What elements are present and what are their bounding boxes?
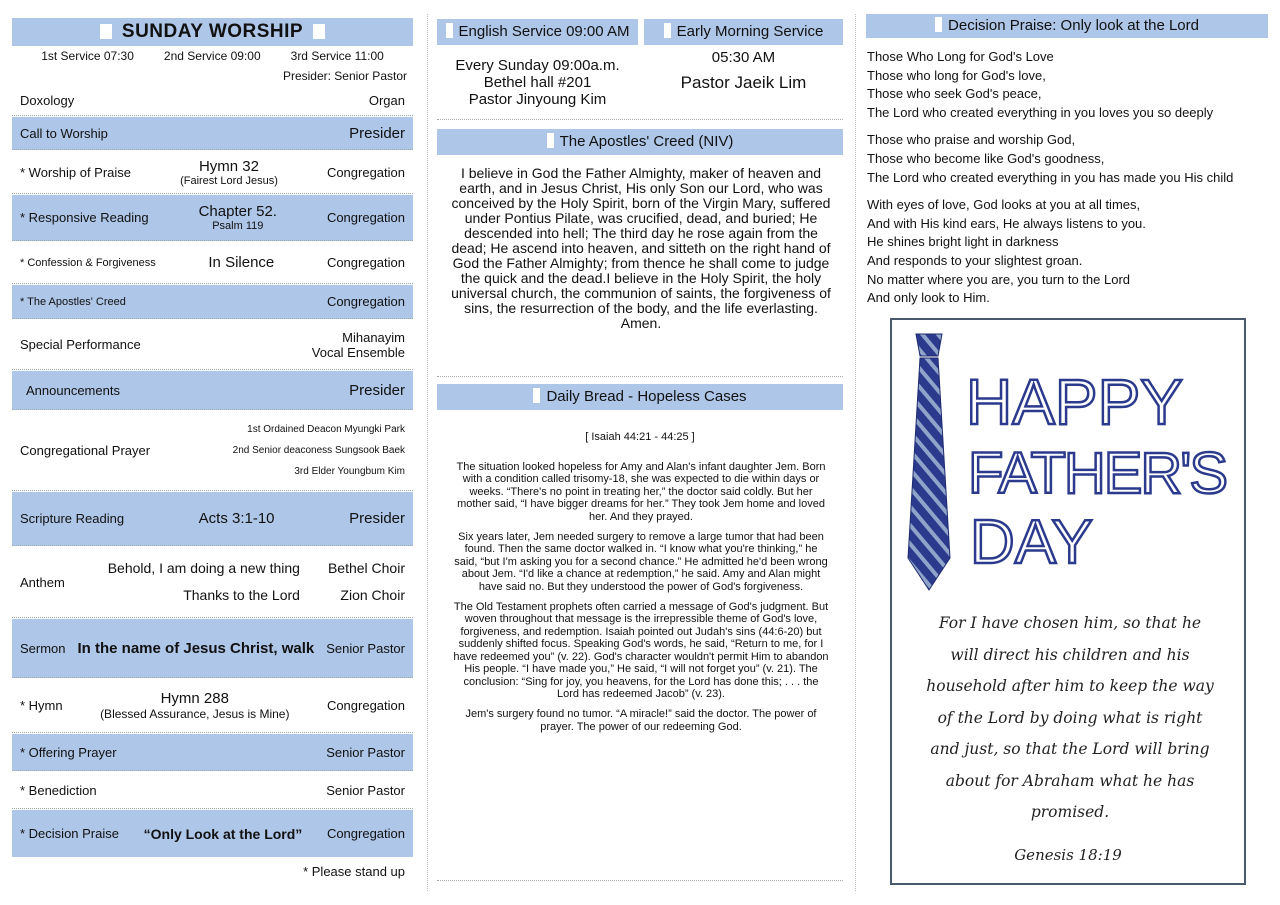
scripture-reference: Acts 3:1-10: [198, 510, 275, 527]
early-service-pastor: Pastor Jaeik Lim: [680, 73, 807, 92]
worship-row: [12, 285, 413, 319]
row-leader: Organ: [368, 93, 405, 108]
worship-title-bar: [12, 18, 413, 46]
service-schedule: Every Sunday 09:00a.m.: [455, 57, 620, 74]
row-leader: Congregation: [326, 210, 405, 225]
hymn-subtitle: (Fairest Lord Jesus): [180, 174, 278, 187]
decision-praise-heading: Decision Praise: Only look at the Lord: [948, 17, 1199, 34]
standing-note: * Please stand up: [303, 864, 405, 879]
header-square-icon: [547, 133, 554, 148]
devotional-paragraph: The Old Testament prophets often carried a message of God's judgment. But woven throughout that message is the irrepressible theme of God's love, forgiveness, and redemption. Isaiah pointed out Judah's sins (44:6-20) but suddenly shifted focus. Speaking God's words, he said, “Return to me, for I have redeemed you” (v. 22). God's character wouldn't permit Him to abandon His people. “I have made you,” He said, “I will not forget you” (v. 21). The conclusion: “Sing for joy, you heavens, for the Lord has done this; . . . the Lord has redeemed Jacob” (v. 23).: [453, 601, 829, 700]
greeting-line: HAPPY: [966, 366, 1183, 438]
decision-praise-title: “Only Look at the Lord”: [143, 825, 303, 842]
row-name: * Offering Prayer: [20, 744, 117, 760]
lyrics-stanza: [867, 48, 1267, 122]
greeting-line: DAY: [970, 508, 1093, 577]
worship-row: [12, 734, 413, 771]
lyric-line: And with His kind ears, He always listens to you.: [867, 215, 1146, 231]
row-name: * Responsive Reading: [20, 210, 149, 225]
reading-psalm: Psalm 119: [212, 220, 264, 232]
worship-row: [12, 242, 413, 284]
english-service-title: English Service 09:00 AM: [458, 23, 630, 40]
english-service-details: [437, 57, 638, 108]
english-service-header: [437, 19, 638, 45]
creed-text: I believe in God the Father Almighty, maker of heaven and earth, and in Jesus Christ, His only Son our Lord, who was conceived by the Holy Spirit, born of the Virgin Mary, suffered under Pontius Pilate, was crucified, dead, and buried; He descended into hell; The third day he rose again from the dead; He ascend into heaven, and sitteth on the right hand of God the Father Almighty; from thence he shall come to judge the quick and the dead.I believe in the Holy Spirit, the holy universal church, the communion of saints, the forgiveness of sins, the resurrection of the body, and the life everlasting. Amen.: [451, 165, 831, 331]
creed-header: [437, 129, 843, 155]
lyric-line: Those who seek God's peace,: [867, 86, 1042, 102]
lyric-line: And only look to Him.: [867, 290, 990, 306]
lyrics-stanza: [867, 131, 1267, 187]
daily-bread-title: Daily Bread - Hopeless Cases: [546, 388, 747, 405]
service-pastor: Pastor Jinyoung Kim: [468, 91, 607, 108]
row-leader: Senior Pastor: [326, 640, 405, 656]
row-detail: In Silence: [208, 254, 275, 271]
worship-row: [12, 679, 413, 733]
worship-row: [12, 547, 413, 618]
lyric-line: Those who become like God's goodness,: [867, 150, 1105, 166]
worship-row: [12, 492, 413, 546]
row-leader: Congregation: [326, 826, 405, 841]
anthem-choir: Bethel Choir: [327, 560, 405, 576]
row-name: * Decision Praise: [20, 826, 119, 841]
title-square-icon: [100, 24, 112, 39]
section-divider: [437, 119, 843, 120]
section-divider: [437, 376, 843, 377]
worship-title: SUNDAY WORSHIP: [121, 21, 304, 42]
service-times: [12, 49, 413, 63]
row-name: Scripture Reading: [20, 511, 125, 526]
row-leader: Congregation: [326, 164, 405, 180]
worship-row: [12, 772, 413, 809]
row-leader: Presider: [349, 381, 405, 399]
worship-row: [12, 810, 413, 857]
row-name: Anthem: [20, 574, 65, 590]
lyrics: [867, 48, 1267, 317]
lyric-line: The Lord who created everything in you loves you so deeply: [867, 104, 1214, 120]
service-time: 3rd Service 11:00: [290, 49, 384, 63]
prayer-leader: 1st Ordained Deacon Myungki Park: [247, 424, 405, 435]
row-name: * Hymn: [20, 698, 63, 713]
prayer-leader: 3rd Elder Youngbum Kim: [294, 466, 405, 477]
header-square-icon: [935, 17, 942, 32]
verse-line: of the Lord by doing what is right: [937, 708, 1203, 727]
prayer-leader: 2nd Senior deaconess Sungsook Baek: [232, 445, 405, 456]
anthem-title: Thanks to the Lord: [183, 587, 300, 603]
title-square-icon: [313, 24, 325, 39]
lyric-line: Those Who Long for God's Love: [867, 49, 1054, 64]
daily-bread-header: [437, 384, 843, 410]
lyrics-stanza: [867, 196, 1267, 308]
row-name: * Worship of Praise: [20, 164, 132, 180]
header-square-icon: [446, 23, 453, 38]
row-name: Announcements: [26, 382, 120, 398]
reading-chapter: Chapter 52.: [198, 203, 277, 220]
anthem-title: Behold, I am doing a new thing: [107, 560, 300, 576]
lyric-line: The Lord who created everything in you has made you His child: [867, 169, 1234, 185]
scripture-passage: [ Isaiah 44:21 - 44:25 ]: [585, 431, 695, 443]
worship-row: [12, 117, 413, 150]
row-name: Congregational Prayer: [20, 443, 151, 458]
anthem-choir: Zion Choir: [340, 587, 405, 603]
devotional-paragraph: Jem's surgery found no tumor. “A miracle!” said the doctor. The power of prayer. The power of our redeeming God.: [465, 708, 817, 733]
creed-title: The Apostles' Creed (NIV): [559, 133, 734, 150]
hymn-subtitle: (Blessed Assurance, Jesus is Mine): [100, 707, 290, 721]
row-name: Call to Worship: [20, 125, 108, 141]
bible-verse: [902, 608, 1238, 829]
column-divider: [427, 14, 428, 891]
row-leader: Presider: [349, 124, 405, 142]
ensemble-name: Mihanayim: [342, 329, 405, 345]
service-time: 1st Service 07:30: [41, 49, 134, 63]
greeting-line: FATHER'S: [968, 441, 1228, 506]
row-name: * Benediction: [20, 782, 97, 798]
lyric-line: He shines bright light in darkness: [867, 234, 1059, 250]
header-square-icon: [533, 388, 540, 403]
verse-reference: Genesis 18:19: [1014, 846, 1122, 864]
lyric-line: No matter where you are, you turn to the Lord: [867, 271, 1131, 287]
hymn-title: Hymn 32: [198, 157, 259, 175]
row-leader: Presider: [349, 510, 405, 527]
verse-line: will direct his children and his: [950, 645, 1190, 664]
worship-row: [12, 151, 413, 194]
early-service-header: [644, 19, 843, 66]
early-service-title: Early Morning Service 05:30 AM: [676, 23, 824, 66]
row-name: Special Performance: [20, 337, 141, 352]
verse-line: about for Abraham what he has: [945, 771, 1195, 790]
daily-bread-body: [453, 461, 829, 741]
lyric-line: With eyes of love, God looks at you at all times,: [867, 197, 1141, 213]
row-leader: Senior Pastor: [326, 744, 405, 760]
happy-fathers-day-lettering: [892, 320, 1244, 600]
row-name: Doxology: [20, 93, 75, 108]
devotional-paragraph: The situation looked hopeless for Amy and Alan's infant daughter Jem. Born with a condition called trisomy-18, she was expected to die within days or weeks. “There's no point in treating her,” the doctor said coldly. But her mother said, “I have bigger dreams for her.” They took Jem home and loved her. And they prayed.: [456, 461, 826, 523]
verse-line: and just, so that the Lord will bring: [930, 740, 1210, 758]
row-leader: Congregation: [326, 255, 405, 270]
decision-praise-header: [866, 14, 1268, 38]
verse-line: For I have chosen him, so that he: [938, 614, 1202, 632]
presider-line: Presider: Senior Pastor: [282, 69, 407, 83]
worship-row: [12, 195, 413, 241]
lyric-line: Those who long for God's love,: [867, 67, 1046, 83]
header-square-icon: [664, 23, 671, 38]
worship-row: [12, 320, 413, 370]
ensemble-type: Vocal Ensemble: [311, 344, 405, 360]
row-name: * Confession & Forgiveness: [20, 256, 156, 269]
lyric-line: Those who praise and worship God,: [867, 132, 1076, 148]
hymn-title: Hymn 288: [160, 690, 229, 707]
row-leader: Congregation: [326, 698, 405, 713]
worship-row: [12, 86, 413, 116]
service-location: Bethel hall #201: [483, 74, 592, 91]
row-leader: Senior Pastor: [326, 782, 405, 798]
fathers-day-card: [890, 318, 1246, 885]
worship-row: [12, 411, 413, 491]
lyric-line: And responds to your slightest groan.: [867, 252, 1083, 268]
verse-line: household after him to keep the way: [926, 677, 1214, 695]
column-divider: [855, 14, 856, 891]
worship-row: [12, 371, 413, 410]
section-divider: [437, 880, 843, 881]
service-time: 2nd Service 09:00: [163, 49, 261, 63]
sermon-title: In the name of Jesus Christ, walk: [77, 639, 315, 657]
row-leader: Congregation: [326, 294, 405, 309]
devotional-paragraph: Six years later, Jem needed surgery to remove a large tumor that had been found. Then the same doctor walked in. “I know what you're thinking,” he said, “but I'm asking you for a second chance.” He admitted he'd been wrong about Jem. “I'd like a chance at redemption,” he said. Amy and Alan might have said no. But they understood the power of God's forgiveness.: [454, 531, 828, 593]
row-name: * The Apostles' Creed: [20, 295, 126, 308]
worship-row: [12, 619, 413, 678]
verse-line: promised.: [1030, 803, 1110, 821]
row-name: Sermon: [20, 640, 66, 656]
